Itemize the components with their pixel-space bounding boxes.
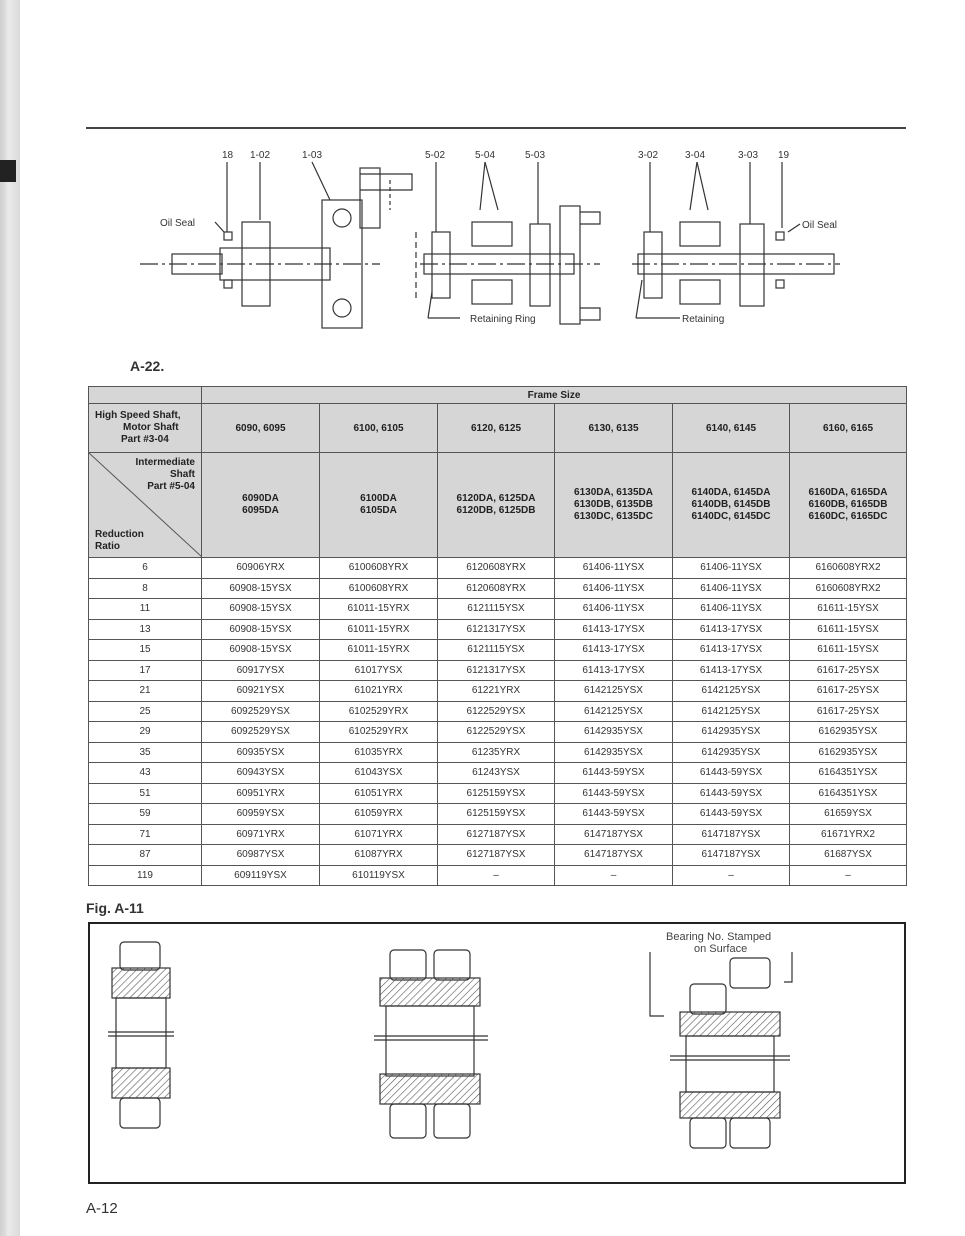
reduction-ratio-cell: 35	[89, 742, 202, 763]
part-number-cell: 6125159YSX	[438, 783, 555, 804]
reduction-header-line-2: Ratio	[95, 541, 120, 552]
binding-shadow	[6, 0, 20, 1236]
reduction-ratio-cell: 6	[89, 558, 202, 579]
part-number-cell: 6160608YRX2	[790, 558, 907, 579]
part-number-cell: 6121317YSX	[438, 660, 555, 681]
high-speed-shaft-header	[89, 404, 202, 453]
part-number-cell: 60908-15YSX	[202, 599, 320, 620]
part-number-cell: 60921YSX	[202, 681, 320, 702]
part-number-cell: 6127187YSX	[438, 824, 555, 845]
frame-size-col-6: 6160, 6165	[790, 404, 907, 453]
part-number-cell: 6100608YRX	[320, 578, 438, 599]
part-number-cell: 61443-59YSX	[555, 763, 673, 784]
part-number-cell: 60906YRX	[202, 558, 320, 579]
part-number-cell: 6147187YSX	[673, 824, 790, 845]
part-number-cell: 61443-59YSX	[673, 783, 790, 804]
figure-label: Fig. A-11	[86, 900, 144, 916]
page-binding-edge	[0, 0, 20, 1236]
callout-1-03: 1-03	[302, 150, 323, 161]
part-number-cell: 6127187YSX	[438, 845, 555, 866]
hs-header-line-1: High Speed Shaft,	[95, 410, 181, 421]
table-row	[89, 558, 907, 579]
part-number-cell: –	[555, 865, 673, 886]
table-row	[89, 660, 907, 681]
callout-5-03: 5-03	[525, 150, 546, 161]
part-number-cell: 61406-11YSX	[555, 558, 673, 579]
part-number-cell: 61059YRX	[320, 804, 438, 825]
part-number-cell: 6162935YSX	[790, 742, 907, 763]
inter-part: 6160DC, 6165DC	[808, 511, 888, 522]
intermediate-parts-col-4	[555, 453, 673, 558]
part-number-cell: 60987YSX	[202, 845, 320, 866]
part-number-cell: 61617-25YSX	[790, 660, 907, 681]
part-number-cell: 60943YSX	[202, 763, 320, 784]
intermediate-parts-col-6	[790, 453, 907, 558]
binding-mark	[0, 160, 16, 182]
part-number-cell: 6142125YSX	[555, 681, 673, 702]
oil-seal-left-label: Oil Seal	[160, 218, 196, 229]
part-number-cell: 60908-15YSX	[202, 619, 320, 640]
part-number-cell: 60959YSX	[202, 804, 320, 825]
part-number-cell: 61611-15YSX	[790, 599, 907, 620]
intermediate-parts-col-1	[202, 453, 320, 558]
reduction-ratio-cell: 11	[89, 599, 202, 620]
part-number-cell: 60971YRX	[202, 824, 320, 845]
part-number-cell: 61611-15YSX	[790, 619, 907, 640]
intermediate-reduction-header	[89, 453, 202, 558]
intermediate-parts-col-5	[673, 453, 790, 558]
part-number-cell: 6142125YSX	[673, 681, 790, 702]
bearing-note-line-2: on Surface	[694, 943, 748, 955]
part-number-cell: 6147187YSX	[555, 845, 673, 866]
table-row	[89, 640, 907, 661]
part-number-cell: 61617-25YSX	[790, 701, 907, 722]
part-number-cell: 61671YRX2	[790, 824, 907, 845]
part-number-cell: 6102529YRX	[320, 722, 438, 743]
reduction-ratio-cell: 15	[89, 640, 202, 661]
part-number-cell: 6164351YSX	[790, 783, 907, 804]
reduction-ratio-cell: 119	[89, 865, 202, 886]
inter-part: 6130DA, 6135DA	[574, 487, 653, 498]
callout-19: 19	[778, 150, 790, 161]
frame-size-col-5: 6140, 6145	[673, 404, 790, 453]
frame-size-col-1: 6090, 6095	[202, 404, 320, 453]
part-number-cell: 61413-17YSX	[555, 640, 673, 661]
part-number-cell: 61687YSX	[790, 845, 907, 866]
part-number-cell: 6160608YRX2	[790, 578, 907, 599]
table-row	[89, 578, 907, 599]
part-number-cell: 61413-17YSX	[555, 660, 673, 681]
frame-size-col-3: 6120, 6125	[438, 404, 555, 453]
inter-part: 6120DB, 6125DB	[456, 505, 536, 516]
part-number-cell: 61413-17YSX	[673, 619, 790, 640]
oil-seal-right-label: Oil Seal	[802, 220, 838, 231]
bearing-sections-drawing	[90, 924, 904, 1182]
retaining-ring-label: Retaining Ring	[470, 314, 536, 325]
reduction-ratio-cell: 43	[89, 763, 202, 784]
part-number-cell: 6122529YSX	[438, 722, 555, 743]
reduction-ratio-cell: 8	[89, 578, 202, 599]
table-label: A-22.	[130, 358, 165, 374]
part-number-cell: 6120608YRX	[438, 558, 555, 579]
part-number-cell: 61617-25YSX	[790, 681, 907, 702]
part-number-cell: 61011-15YRX	[320, 619, 438, 640]
hs-header-line-3: Part #3-04	[121, 434, 169, 445]
part-number-cell: 60951YRX	[202, 783, 320, 804]
callout-3-02: 3-02	[638, 150, 659, 161]
inter-part: 6160DB, 6165DB	[808, 499, 888, 510]
part-number-cell: 60935YSX	[202, 742, 320, 763]
table-row	[89, 845, 907, 866]
inter-part: 6160DA, 6165DA	[808, 487, 888, 498]
part-number-cell: 6147187YSX	[555, 824, 673, 845]
part-number-cell: 6142935YSX	[673, 722, 790, 743]
part-number-cell: 61659YSX	[790, 804, 907, 825]
part-number-cell: 6100608YRX	[320, 558, 438, 579]
table-row	[89, 701, 907, 722]
table-row	[89, 865, 907, 886]
inter-part: 6140DC, 6145DC	[691, 511, 771, 522]
reduction-ratio-cell: 87	[89, 845, 202, 866]
callout-1-02: 1-02	[250, 150, 271, 161]
inter-header-line-1: Intermediate	[135, 457, 195, 468]
part-number-cell: 6120608YRX	[438, 578, 555, 599]
reduction-ratio-cell: 71	[89, 824, 202, 845]
part-number-cell: 61406-11YSX	[555, 578, 673, 599]
reduction-header-line-1: Reduction	[95, 529, 144, 540]
table-body	[89, 558, 907, 886]
part-number-cell: 6164351YSX	[790, 763, 907, 784]
frame-size-col-2: 6100, 6105	[320, 404, 438, 453]
reduction-ratio-cell: 21	[89, 681, 202, 702]
part-number-cell: 6102529YRX	[320, 701, 438, 722]
part-number-cell: 61051YRX	[320, 783, 438, 804]
part-number-cell: 61443-59YSX	[555, 783, 673, 804]
part-number-cell: 60908-15YSX	[202, 640, 320, 661]
inter-part: 6140DA, 6145DA	[691, 487, 771, 498]
part-number-cell: 6147187YSX	[673, 845, 790, 866]
part-number-cell: 61071YRX	[320, 824, 438, 845]
intermediate-parts-col-3	[438, 453, 555, 558]
callout-5-02: 5-02	[425, 150, 446, 161]
part-number-cell: 61021YRX	[320, 681, 438, 702]
callout-3-04: 3-04	[685, 150, 706, 161]
part-number-cell: 61406-11YSX	[555, 599, 673, 620]
part-number-cell: 6142935YSX	[673, 742, 790, 763]
part-number-cell: 610119YSX	[320, 865, 438, 886]
part-number-cell: 61087YRX	[320, 845, 438, 866]
hs-header-line-2: Motor Shaft	[123, 422, 179, 433]
part-number-cell: 6142125YSX	[555, 701, 673, 722]
header-rule	[86, 127, 906, 129]
inter-header-line-3: Part #5-04	[147, 481, 195, 492]
part-number-cell: 61443-59YSX	[673, 763, 790, 784]
part-number-cell: 6092529YSX	[202, 722, 320, 743]
table-row	[89, 619, 907, 640]
part-number-cell: 6162935YSX	[790, 722, 907, 743]
table-row	[89, 681, 907, 702]
frame-size-header: Frame Size	[202, 387, 907, 404]
part-number-cell: 61043YSX	[320, 763, 438, 784]
part-number-cell: 61243YSX	[438, 763, 555, 784]
part-number-cell: 6121115YSX	[438, 599, 555, 620]
shaft-part-table	[88, 386, 906, 886]
part-number-cell: 6092529YSX	[202, 701, 320, 722]
table-row	[89, 804, 907, 825]
shaft-assembly-figure	[120, 140, 880, 340]
callout-5-04: 5-04	[475, 150, 496, 161]
reduction-ratio-label	[95, 529, 144, 553]
inter-part: 6105DA	[360, 505, 397, 516]
inter-part: 6130DC, 6135DC	[574, 511, 653, 522]
part-number-cell: 61413-17YSX	[555, 619, 673, 640]
inter-part: 6120DA, 6125DA	[456, 493, 536, 504]
table-row	[89, 763, 907, 784]
part-number-cell: 6142125YSX	[673, 701, 790, 722]
part-number-cell: 61406-11YSX	[673, 578, 790, 599]
part-number-cell: –	[790, 865, 907, 886]
part-number-cell: 61221YRX	[438, 681, 555, 702]
reduction-ratio-cell: 17	[89, 660, 202, 681]
callout-18: 18	[222, 150, 234, 161]
part-number-cell: –	[673, 865, 790, 886]
part-number-cell: 61035YRX	[320, 742, 438, 763]
part-number-cell: –	[438, 865, 555, 886]
inter-header-line-2: Shaft	[170, 469, 195, 480]
intermediate-shaft-label	[136, 457, 195, 493]
table-row	[89, 824, 907, 845]
inter-part: 6140DB, 6145DB	[691, 499, 771, 510]
bearing-figure-box	[88, 922, 906, 1184]
part-number-cell: 61406-11YSX	[673, 558, 790, 579]
part-number-cell: 61443-59YSX	[673, 804, 790, 825]
callout-3-03: 3-03	[738, 150, 759, 161]
part-number-cell: 61443-59YSX	[555, 804, 673, 825]
inter-part: 6100DA	[360, 493, 397, 504]
reduction-ratio-cell: 13	[89, 619, 202, 640]
reduction-ratio-cell: 59	[89, 804, 202, 825]
table-row	[89, 722, 907, 743]
table-row	[89, 783, 907, 804]
part-number-cell: 61406-11YSX	[673, 599, 790, 620]
part-number-cell: 61011-15YRX	[320, 599, 438, 620]
intermediate-parts-col-2	[320, 453, 438, 558]
reduction-ratio-cell: 29	[89, 722, 202, 743]
part-number-cell: 6142935YSX	[555, 722, 673, 743]
bearing-note-line-1: Bearing No. Stamped	[666, 931, 772, 943]
part-number-cell: 61413-17YSX	[673, 640, 790, 661]
inter-part: 6095DA	[242, 505, 279, 516]
retaining-label: Retaining	[682, 314, 725, 325]
part-number-cell: 60917YSX	[202, 660, 320, 681]
part-number-cell: 6121317YSX	[438, 619, 555, 640]
table-row	[89, 599, 907, 620]
part-number-cell: 61011-15YRX	[320, 640, 438, 661]
part-number-cell: 6122529YSX	[438, 701, 555, 722]
part-number-cell: 61413-17YSX	[673, 660, 790, 681]
part-number-cell: 61017YSX	[320, 660, 438, 681]
page-number: A-12	[86, 1200, 118, 1217]
part-number-cell: 6121115YSX	[438, 640, 555, 661]
part-number-cell: 6142935YSX	[555, 742, 673, 763]
reduction-ratio-cell: 25	[89, 701, 202, 722]
inter-part: 6090DA	[242, 493, 279, 504]
part-number-cell: 60908-15YSX	[202, 578, 320, 599]
part-number-cell: 61235YRX	[438, 742, 555, 763]
reduction-ratio-cell: 51	[89, 783, 202, 804]
inter-part: 6130DB, 6135DB	[574, 499, 653, 510]
frame-header-spacer	[89, 387, 202, 404]
table-row	[89, 742, 907, 763]
frame-size-col-4: 6130, 6135	[555, 404, 673, 453]
part-number-cell: 61611-15YSX	[790, 640, 907, 661]
part-number-cell: 609119YSX	[202, 865, 320, 886]
part-number-cell: 6125159YSX	[438, 804, 555, 825]
